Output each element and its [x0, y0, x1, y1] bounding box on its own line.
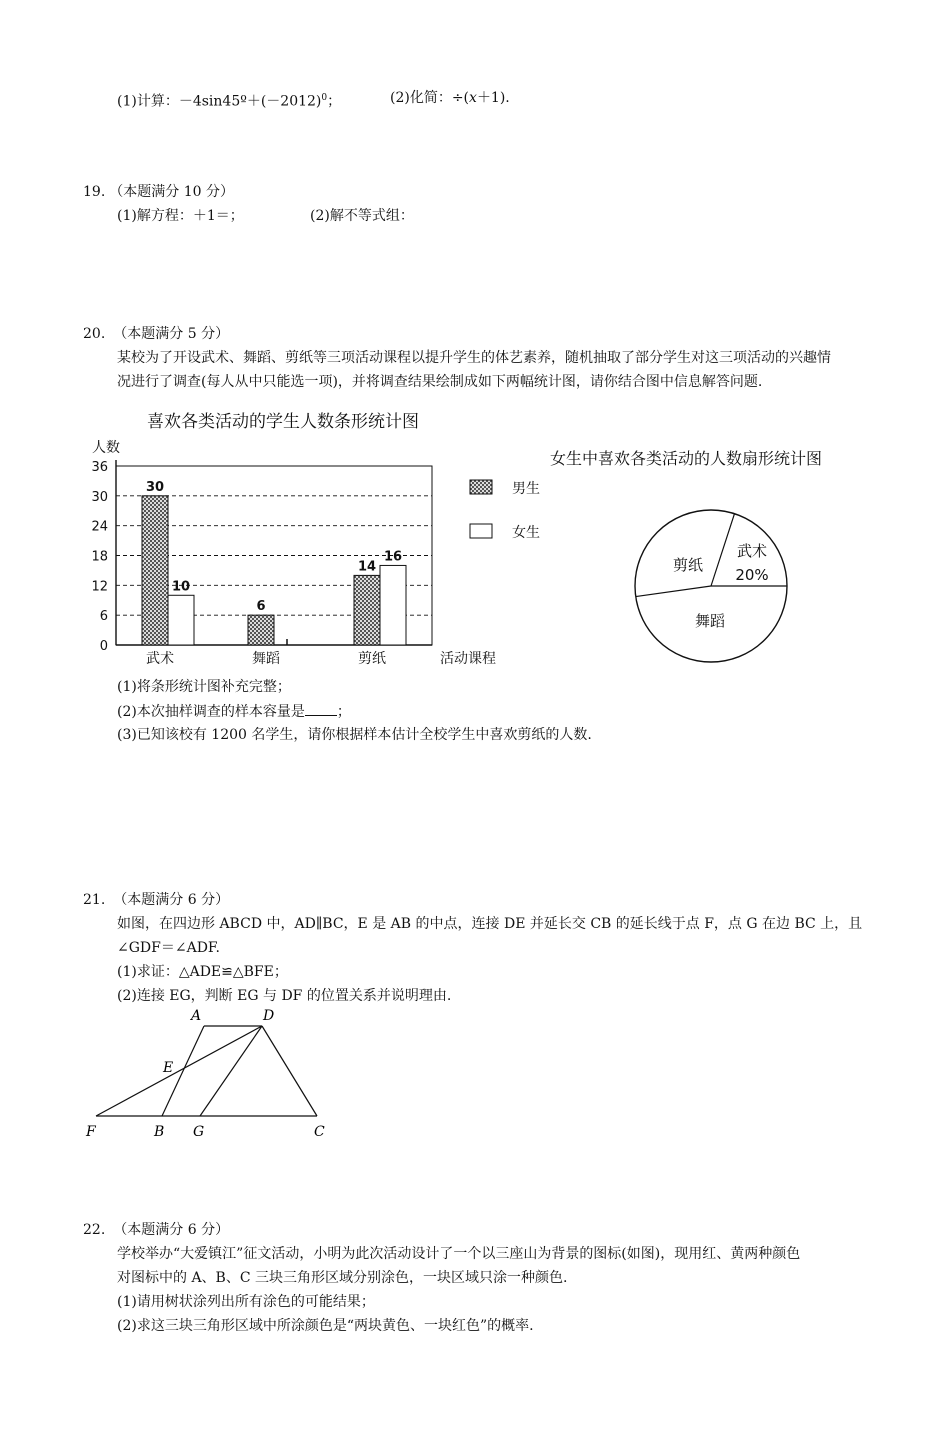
quadrilateral-figure: [80, 1004, 340, 1144]
segment-DC: [262, 1026, 317, 1116]
q20-header: [83, 324, 229, 344]
q22-line2: 对图标中的 A、B、C 三块三角形区域分别涂色，一块区域只涂一种颜色.: [117, 1270, 568, 1286]
label-C: C: [314, 1124, 325, 1140]
q18-part1-label: (1)计算：: [117, 93, 179, 110]
y-tick-labels: [91, 460, 108, 654]
data-label-男生-剪纸: 14: [357, 559, 377, 575]
legend-swatch-female: [470, 524, 492, 538]
q20-number: 20.: [83, 326, 106, 342]
bar-女生-武术: [168, 595, 194, 645]
q19-score: （本题满分 10 分）: [109, 184, 234, 200]
pie-label-wudao: 舞蹈: [694, 612, 726, 630]
bar-男生-舞蹈: [248, 615, 274, 645]
segment-GD: [200, 1026, 262, 1116]
data-label-女生-剪纸: 16: [383, 549, 403, 565]
legend-label-female: 女生: [512, 525, 540, 541]
x-category-剪纸: 剪纸: [358, 651, 386, 667]
q20-score: （本题满分 5 分）: [113, 326, 230, 342]
q21-part2: (2)连接 EG，判断 EG 与 DF 的位置关系并说明理由.: [117, 988, 452, 1004]
data-label-男生-武术: 30: [145, 479, 165, 495]
data-label-男生-舞蹈: 6: [256, 599, 266, 615]
bar-chart-title: 喜欢各类活动的学生人数条形统计图: [147, 412, 419, 432]
pie-value-wushu: 20%: [735, 566, 769, 584]
legend-swatch-male: [470, 480, 492, 494]
legend-label-male: 男生: [512, 481, 540, 497]
q19-part2: (2)解不等式组：: [310, 208, 414, 224]
y-tick-12: 12: [91, 579, 108, 595]
label-A: A: [191, 1008, 202, 1024]
bar-chart-ylabel: 人数: [92, 440, 120, 456]
y-tick-18: 18: [91, 549, 108, 565]
q20-text-line2: 况进行了调查(每人从中只能选一项)，并将调查结果绘制成如下两幅统计图，请你结合图中信息解答问题.: [117, 374, 763, 390]
q19-number: 19.: [83, 184, 106, 200]
bar-男生-剪纸: [354, 575, 380, 645]
q20-text-line1: 某校为了开设武术、舞蹈、剪纸等三项活动课程以提升学生的体艺素养，随机抽取了部分学生对这三项活动的兴趣情: [117, 350, 831, 366]
bar-男生-武术: [142, 496, 168, 645]
pie-chart-title: 女生中喜欢各类活动的人数扇形统计图: [550, 449, 823, 468]
q20-sub2: (2)本次抽样调查的样本容量是 ；: [117, 701, 351, 722]
q22-line1: 学校举办“大爱镇江”征文活动，小明为此次活动设计了一个以三座山为背景的图标(如图)，现用红、黄两种颜色: [117, 1246, 801, 1262]
q22-part2: (2)求这三块三角形区域中所涂颜色是“两块黄色、一块红色”的概率.: [117, 1318, 534, 1334]
q19-header: [83, 182, 234, 202]
bar-女生-剪纸: [380, 565, 406, 645]
y-tick-36: 36: [91, 460, 108, 475]
q18-part1-end: ；: [327, 93, 342, 110]
pie-chart: [635, 510, 787, 662]
q22-score: （本题满分 6 分）: [113, 1222, 230, 1238]
q20-sub1: (1)将条形统计图补充完整；: [117, 679, 291, 695]
q19-part1: (1)解方程：＋1＝；: [117, 208, 244, 224]
label-G: G: [193, 1124, 205, 1140]
bar-chart-xlabel: 活动课程: [440, 651, 496, 667]
label-F: F: [86, 1124, 96, 1140]
q21-header: [83, 890, 229, 910]
q18-part1-expr: －4sin45º＋(－2012): [178, 93, 322, 110]
data-label-女生-武术: 10: [171, 579, 191, 595]
segment-FD: [96, 1026, 262, 1116]
label-B: B: [154, 1124, 165, 1140]
q18-part2: (2)化简：÷(x＋1).: [390, 90, 510, 106]
y-tick-0: 0: [99, 639, 108, 654]
y-tick-6: 6: [99, 609, 108, 625]
q22-part1: (1)请用树状涂列出所有涂色的可能结果；: [117, 1294, 375, 1310]
q20-sub3: (3)已知该校有 1200 名学生，请你根据样本估计全校学生中喜欢剪纸的人数.: [117, 727, 592, 743]
x-category-武术: 武术: [146, 651, 174, 667]
q21-line1: 如图，在四边形 ABCD 中，AD∥BC，E 是 AB 的中点，连接 DE 并延长交 CB 的延长线于点 F，点 G 在边 BC 上，且: [117, 916, 863, 932]
answer-blank[interactable]: [305, 701, 337, 716]
y-tick-24: 24: [91, 519, 108, 535]
q21-part1: (1)求证：△ADE≌△BFE；: [117, 964, 288, 980]
pie-label-jianzhi: 剪纸: [672, 556, 704, 574]
q18-part1-sup: 0: [321, 93, 328, 103]
pie-label-wushu: 武术: [736, 542, 768, 560]
q21-score: （本题满分 6 分）: [113, 892, 230, 908]
q21-number: 21.: [83, 892, 106, 908]
x-category-舞蹈: 舞蹈: [252, 651, 280, 667]
label-D: D: [263, 1008, 275, 1024]
y-tick-30: 30: [91, 489, 108, 505]
q22-header: [83, 1220, 229, 1240]
x-category-labels: [146, 650, 386, 667]
q22-number: 22.: [83, 1222, 106, 1238]
q18-line: [117, 88, 341, 112]
label-E: E: [163, 1060, 174, 1076]
bar-chart: [0, 400, 950, 700]
q21-line2: ∠GDF＝∠ADF.: [117, 940, 220, 956]
